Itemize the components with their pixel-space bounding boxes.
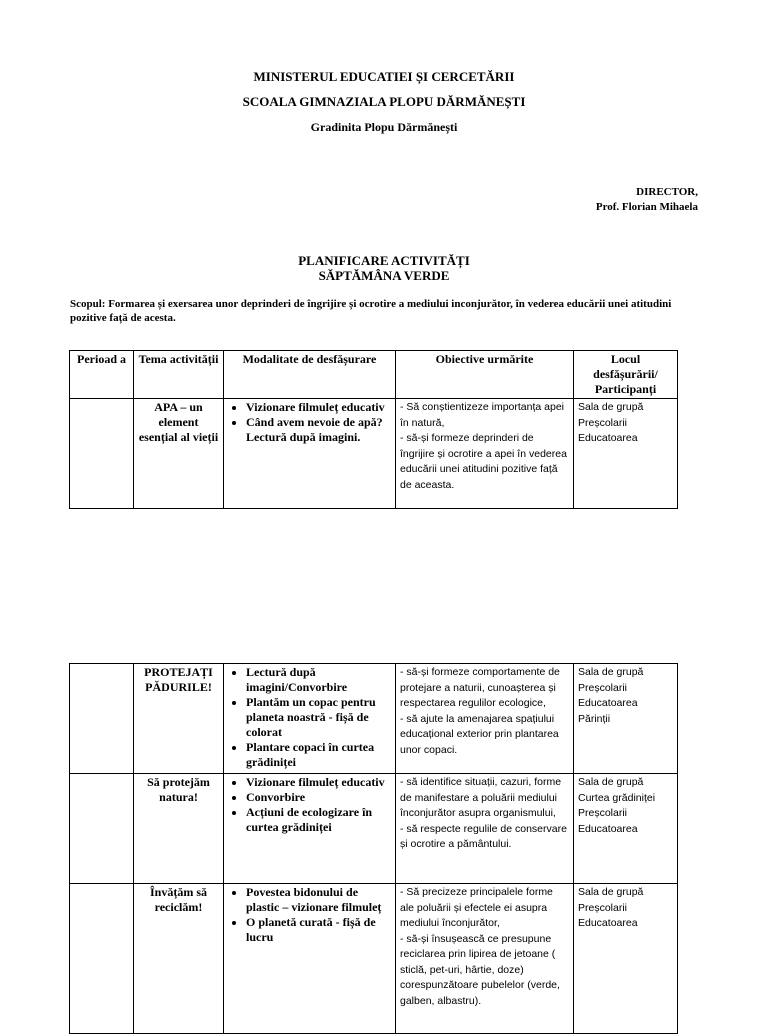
list-item: Sala de grupă [578,401,644,413]
cell-locul [574,884,678,1034]
header-perioada: Perioad a [70,351,134,399]
cell-locul [574,774,678,884]
cell-tema: APA – un element esențial al vieții [134,399,224,509]
list-item: Educatoarea [578,822,638,835]
cell-locul [574,664,678,774]
list-item: • Când avem nevoie de apă? Lectură după imagini. [246,415,391,445]
page-subtitle: SĂPTĂMÂNA VERDE [318,268,450,283]
cell-tema: Să protejăm natura! [134,774,224,884]
cell-obiective: - să-și formeze comportamente de protejare a naturii, cunoașterea și respectarea regulilor ecologice, - să ajute la amenajarea spațiului educațional exterior prin plantarea unor copaci. [396,664,574,774]
list-item: • Convorbire [246,790,391,805]
list-item: Educatoarea [578,917,638,929]
school-heading: SCOALA GIMNAZIALA PLOPU DĂRMĂNEȘTI [242,94,526,109]
table-row [70,399,678,509]
list-item: • Acțiuni de ecologizare în curtea grădiniței [246,805,391,835]
cell-tema: PROTEJAȚI PĂDURILE! [134,664,224,774]
director-block [596,185,698,215]
list-item: Sala de grupă [578,666,644,678]
header-tema: Tema activității [134,351,224,399]
list-item: • Lectură după imagini/Convorbire [246,665,391,695]
cell-obiective: - Să precizeze principalele forme ale poluării și efectele ei asupra mediului înconjurător, - să-și însușească ce presupune reciclarea prin lipirea de jetoane ( sticlă, pet-uri, hârtie, doze) corespunzătoare pubelelor (verde, galben, albastru). [396,884,574,1034]
cell-obiective: - să identifice situații, cazuri, forme de manifestare a poluării mediului înconjurător asupra organismului, - să respecte regulile de conservare și ocrotire a pământului. [396,774,574,884]
list-item: • Povestea bidonului de plastic – vizionare filmuleț [246,885,391,915]
list-item: Preșcolarii [578,901,628,914]
list-item: • Vizionare filmuleț educativ [246,400,391,415]
activities-table-part1 [69,350,678,509]
cell-perioada [70,884,134,1034]
scope-paragraph: Scopul: Formarea și exersarea unor deprinderi de îngrijire și ocrotire a mediului inconjurător, în vederea educării unei atitudini pozitive față de acesta. [70,298,672,324]
cell-modalitate [224,399,396,509]
director-label: DIRECTOR, [636,186,698,198]
table-row [70,664,678,774]
list-item: Educatoarea [578,432,638,444]
header-modalitate: Modalitate de desfășurare [224,351,396,399]
list-item: Curtea grădiniței [578,791,656,804]
list-item: • Plantăm un copac pentru planeta noastră - fișă de colorat [246,695,391,740]
list-item: Preșcolarii [578,681,628,694]
kindergarten-heading: Gradinita Plopu Dărmănești [310,120,458,134]
table-row [70,884,678,1034]
list-item: Preșcolarii [578,416,628,429]
list-item: • Vizionare filmuleț educativ [246,775,391,790]
cell-tema: Învățăm să reciclăm! [134,884,224,1034]
list-item: Părinții [578,712,611,725]
director-name: Prof. Florian Mihaela [595,201,698,213]
cell-perioada [70,399,134,509]
table-row [70,774,678,884]
header-locul: Locul desfășurării/ Participanți [574,351,678,399]
list-item: • Plantare copaci în curtea grădiniței [246,740,391,770]
list-item: Sala de grupă [578,776,644,788]
activities-table-part2 [69,663,678,1034]
table-header-row [70,351,678,399]
list-item: • O planetă curată - fișă de lucru [246,915,391,945]
cell-modalitate [224,774,396,884]
list-item: Preșcolarii [578,807,628,819]
ministry-heading: MINISTERUL EDUCATIEI ȘI CERCETĂRII [253,69,515,84]
page-title: PLANIFICARE ACTIVITĂȚI [298,253,470,268]
header-obiective: Obiective urmărite [396,351,574,399]
cell-perioada [70,774,134,884]
list-item: Educatoarea [578,697,638,709]
cell-locul [574,399,678,509]
list-item: Sala de grupă [578,886,644,898]
cell-obiective: - Să conștientizeze importanța apei în natură, - să-și formeze deprinderi de îngrijire și ocrotire a apei în vederea educării unei atitudini pozitive față de aceasta. [396,399,574,509]
cell-modalitate [224,664,396,774]
cell-perioada [70,664,134,774]
cell-modalitate [224,884,396,1034]
